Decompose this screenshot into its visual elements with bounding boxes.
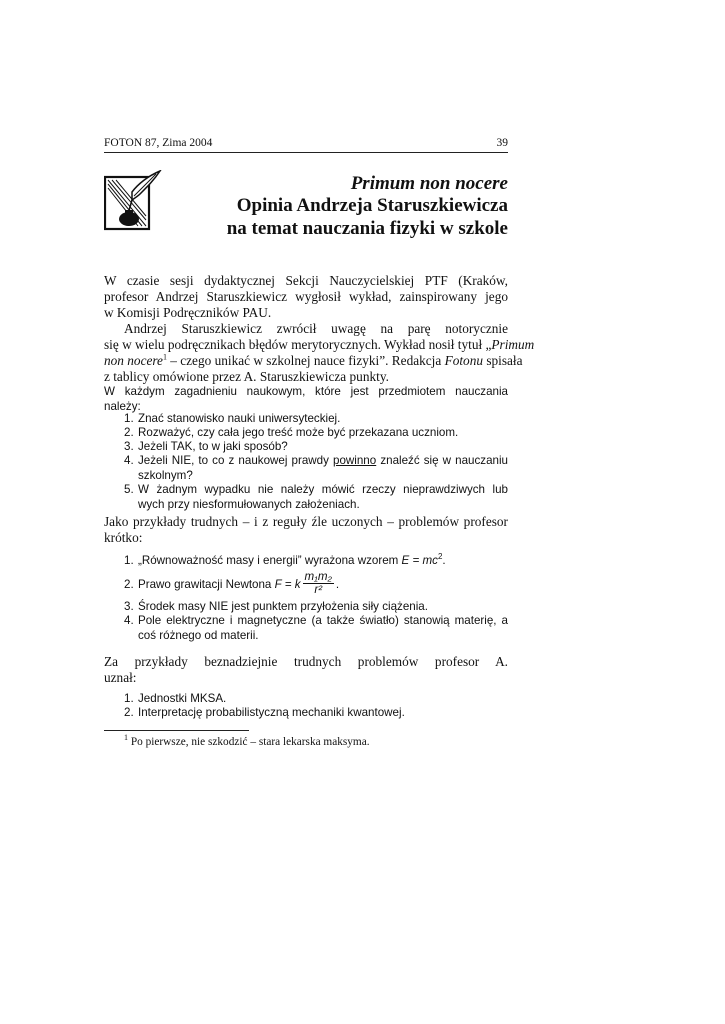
list-item <box>124 600 508 615</box>
list-number: 2. <box>124 426 134 439</box>
page-number: 39 <box>496 137 508 149</box>
text-span: – czego unikać w szkolnej nauce fizyki”. Redakcja <box>166 353 445 368</box>
formula-mass-energy: E = mc <box>401 554 438 567</box>
list-text <box>138 554 508 569</box>
running-header <box>104 137 508 151</box>
formula-gravity-lhs: F = k <box>274 578 301 591</box>
list-item <box>124 614 508 644</box>
journal-name-italic: Fotonu <box>444 353 484 368</box>
text-span: . <box>335 578 340 591</box>
text-line: Jako przykłady trudnych – i z reguły źle uczonych – problemów profesor <box>104 514 508 529</box>
list-number: 1. <box>124 412 134 425</box>
list-number: 3. <box>124 600 134 613</box>
text-line: z tablicy omówione przez A. Staruszkiewicza punkty. <box>104 369 389 384</box>
article-title-latin: Primum non nocere <box>350 173 508 194</box>
second-paragraph <box>104 321 535 385</box>
text-line: wych przy niesformułowanych założeniach. <box>138 497 360 511</box>
list-text: Środek masy NIE jest punktem przyłożenia siły ciążenia. <box>138 600 428 613</box>
title-quote-italic: Primum <box>491 337 535 352</box>
list-item <box>124 706 508 721</box>
article-title-line-2: na temat nauczania fizyki w szkole <box>226 218 508 239</box>
formula-exponent: 2 <box>437 552 443 562</box>
text-line: W każdym zagadnieniu naukowym, które jest przedmiotem nauczania <box>104 385 508 398</box>
list-item <box>124 570 508 600</box>
text-line: W czasie sesji dydaktycznej Sekcji Nauczycielskiej PTF (Kraków, <box>104 273 508 288</box>
text-line <box>104 337 535 353</box>
fraction-numerator: m₁m₂ <box>304 570 332 584</box>
text-span: „Równoważność masy i energii” wyrażona wzorem <box>138 554 402 567</box>
list-item <box>124 454 508 484</box>
formula-fraction <box>303 571 334 596</box>
list-number: 2. <box>124 578 134 591</box>
text-line <box>138 454 508 469</box>
list-text: Rozważyć, czy cała jego treść może być przekazana uczniom. <box>138 426 459 439</box>
footnote-ref[interactable]: 1 <box>162 352 167 362</box>
list-text: Jeżeli TAK, to w jaki sposób? <box>138 440 288 453</box>
list-item <box>124 426 508 441</box>
list-text <box>138 614 508 643</box>
text-span: spisała <box>483 353 523 368</box>
list-item <box>124 554 508 570</box>
list-number: 3. <box>124 440 134 453</box>
list-number: 1. <box>124 554 134 567</box>
fourth-paragraph <box>104 654 508 686</box>
footnote <box>124 733 370 748</box>
text-line: w Komisji Podręczników PAU. <box>104 305 272 320</box>
third-paragraph <box>104 514 508 546</box>
footnote-mark: 1 <box>124 733 128 743</box>
underlined-word: powinno <box>333 454 377 467</box>
text-line: profesor Andrzej Staruszkiewicz wygłosił wykład, zainspirowany jego <box>104 289 508 304</box>
list-number: 1. <box>124 692 134 705</box>
inkwell-quill-icon <box>104 170 162 231</box>
text-line: uznał: <box>104 670 137 685</box>
footnote-rule <box>104 730 249 731</box>
list-number: 5. <box>124 483 134 496</box>
intro-paragraph <box>104 273 508 321</box>
list-item <box>124 483 508 513</box>
list-number: 4. <box>124 454 134 467</box>
list-item <box>124 692 508 707</box>
fraction-denominator: r² <box>314 583 323 597</box>
text-span: Jeżeli NIE, to co z naukowej prawdy <box>138 454 334 467</box>
text-line: coś różnego od materii. <box>138 628 259 642</box>
journal-issue: FOTON 87, Zima 2004 <box>104 137 213 149</box>
list-text: Znać stanowisko nauki uniwersyteckiej. <box>138 412 341 425</box>
list-item <box>124 440 508 455</box>
text-line: szkolnym? <box>138 468 193 482</box>
text-span: się w wielu podręcznikach błędów merytorycznych. Wykład nosił tytuł „ <box>104 337 492 352</box>
list-item <box>124 412 508 427</box>
title-quote-italic: non nocere <box>104 353 163 368</box>
article-title-line-1: Opinia Andrzeja Staruszkiewicza <box>236 195 508 216</box>
text-line: Andrzej Staruszkiewicz zwrócił uwagę na parę notorycznie <box>124 321 508 336</box>
header-rule <box>104 152 508 153</box>
text-line: Pole elektryczne i magnetyczne (a także światło) stanowią materię, a <box>138 614 508 627</box>
list-text <box>138 483 508 512</box>
list1-intro <box>104 385 508 414</box>
text-line <box>104 352 523 369</box>
text-line: należy: <box>104 399 141 413</box>
list-text <box>138 570 508 600</box>
text-line: krótko: <box>104 530 143 545</box>
footnote-text: Po pierwsze, nie szkodzić – stara lekarska maksyma. <box>128 736 370 748</box>
text-line: Za przykłady beznadziejnie trudnych problemów profesor A. <box>104 654 508 669</box>
text-span: znaleźć się w nauczaniu <box>376 454 508 467</box>
text-span: Prawo grawitacji Newtona <box>138 578 275 591</box>
text-span: . <box>442 554 446 567</box>
list-number: 4. <box>124 614 134 627</box>
list-text: Jednostki MKSA. <box>138 692 227 705</box>
text-line: W żadnym wypadku nie należy mówić rzeczy nieprawdziwych lub <box>138 483 508 496</box>
list-text <box>138 454 508 483</box>
list-text: Interpretację probabilistyczną mechaniki kwantowej. <box>138 706 405 719</box>
list-number: 2. <box>124 706 134 719</box>
